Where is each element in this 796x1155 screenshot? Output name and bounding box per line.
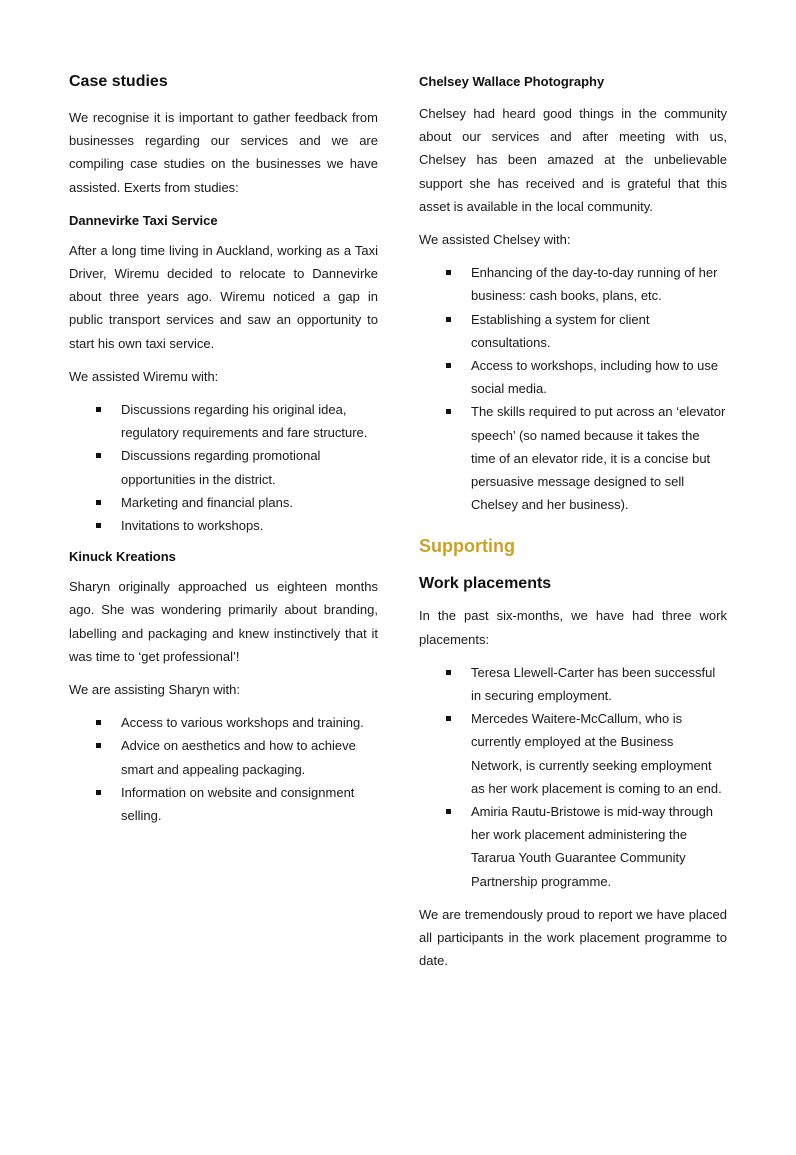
taxi-service-heading: Dannevirke Taxi Service [69, 212, 218, 228]
list-item: Teresa Llewell-Carter has been successful in securing employment. [419, 661, 727, 707]
taxi-assist-list [69, 398, 378, 537]
list-item: Access to workshops, including how to use social media. [419, 354, 727, 400]
chelsey-assist-list [419, 261, 727, 516]
list-item: Amiria Rautu-Bristowe is mid-way through her work placement administering the Tararua Youth Guarantee Community Partnership programme. [419, 800, 727, 893]
work-placements-list [419, 661, 727, 893]
work-placements-heading: Work placements [419, 575, 552, 593]
list-item: Discussions regarding his original idea, regulatory requirements and fare structure. [69, 398, 378, 444]
chelsey-assisted-label: We assisted Chelsey with: [419, 232, 571, 248]
bullet-icon [96, 790, 101, 795]
work-placements-closing: We are tremendously proud to report we have placed all participants in the work placement programme to date. [419, 906, 727, 969]
bullet-icon [446, 317, 451, 322]
bullet-icon [96, 407, 101, 412]
taxi-service-body: After a long time living in Auckland, working as a Taxi Driver, Wiremu decided to relocate to Dannevirke about three years ago. Wiremu noticed a gap in public transport services and saw an opportunity to start his own taxi service. [69, 242, 378, 351]
bullet-icon [446, 809, 451, 814]
bullet-icon [96, 523, 101, 528]
list-item: Mercedes Waitere-McCallum, who is currently employed at the Business Network, is currently seeking employment as her work placement is coming to an end. [419, 707, 727, 800]
bullet-icon [96, 500, 101, 505]
taxi-assisted-label: We assisted Wiremu with: [69, 368, 219, 384]
list-item: Information on website and consignment selling. [69, 781, 378, 827]
list-item: Access to various workshops and training. [69, 711, 378, 734]
list-item: Marketing and financial plans. [69, 491, 378, 514]
case-studies-intro: We recognise it is important to gather feedback from businesses regarding our services and we are compiling case studies on the businesses we have assisted. Exerts from studies: [69, 110, 378, 195]
bullet-icon [446, 409, 451, 414]
list-item: Enhancing of the day-to-day running of her business: cash books, plans, etc. [419, 261, 727, 307]
list-item: Advice on aesthetics and how to achieve smart and appealing packaging. [69, 734, 378, 780]
list-item: Establishing a system for client consultations. [419, 308, 727, 354]
chelsey-photography-heading: Chelsey Wallace Photography [419, 74, 605, 89]
kinuck-assist-list [69, 711, 378, 827]
bullet-icon [96, 720, 101, 725]
kinuck-kreations-body: Sharyn originally approached us eighteen months ago. She was wondering primarily about branding, labelling and packaging and knew instinctively that it was time to ‘get professional’! [69, 579, 378, 664]
kinuck-kreations-heading: Kinuck Kreations [69, 549, 176, 565]
bullet-icon [96, 453, 101, 458]
bullet-icon [446, 363, 451, 368]
kinuck-assisting-label: We are assisting Sharyn with: [69, 682, 240, 698]
list-item: Invitations to workshops. [69, 514, 378, 537]
bullet-icon [446, 270, 451, 275]
bullet-icon [446, 716, 451, 721]
bullet-icon [446, 670, 451, 675]
list-item: Discussions regarding promotional opportunities in the district. [69, 444, 378, 490]
right-column [419, 68, 727, 973]
supporting-heading: Supporting [419, 536, 515, 557]
bullet-icon [96, 743, 101, 748]
list-item: The skills required to put across an ‘elevator speech’ (so named because it takes the time of an elevator ride, it is a concise but persuasive message designed to sell Chelsey and her business). [419, 400, 727, 516]
work-placements-intro: In the past six-months, we have had three work placements: [419, 608, 727, 647]
case-studies-heading: Case studies [69, 73, 168, 90]
left-column [69, 68, 378, 827]
chelsey-photography-body: Chelsey had heard good things in the community about our services and after meeting with us, Chelsey has been amazed at the unbelievable support she has received and is grateful that this asset is available in the local community. [419, 106, 727, 214]
